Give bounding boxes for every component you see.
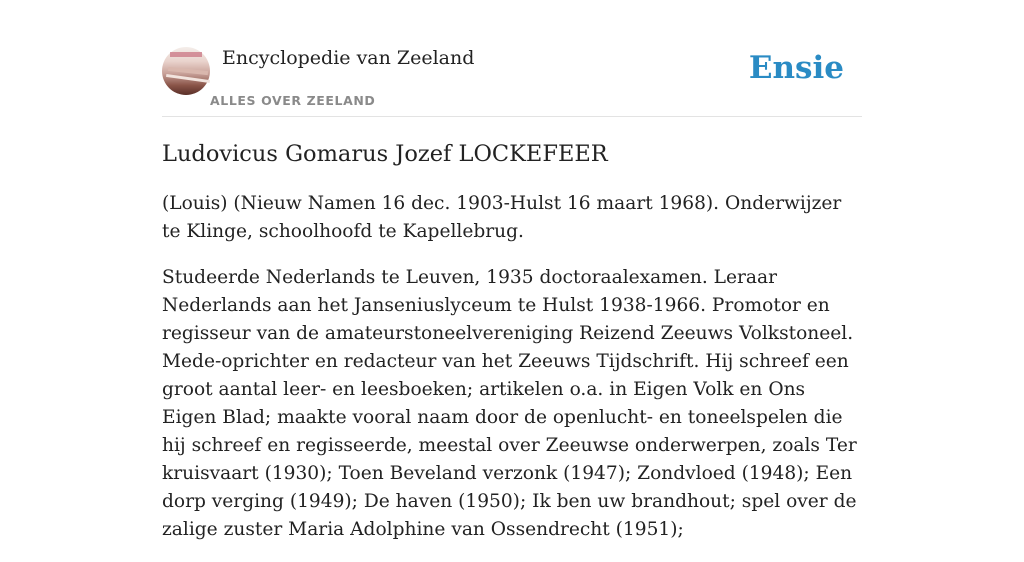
site-name-link[interactable]: Encyclopedie van Zeeland bbox=[222, 47, 475, 69]
brand-logo-link[interactable]: Ensie bbox=[748, 50, 844, 86]
article-body bbox=[162, 138, 862, 562]
article-title: Ludovicus Gomarus Jozef LOCKEFEER bbox=[162, 141, 608, 167]
avatar-detail bbox=[166, 74, 210, 83]
site-tagline: ALLES OVER ZEELAND bbox=[210, 93, 376, 108]
site-header bbox=[162, 46, 862, 117]
site-avatar[interactable] bbox=[162, 47, 210, 95]
avatar-detail bbox=[168, 67, 208, 75]
article-paragraph: Studeerde Nederlands te Leuven, 1935 doctoraalexamen. Leraar Nederlands aan het Janseniuslyceum te Hulst 1938-1966. Promotor en regisseur van de amateurstoneelvereniging Reizend Zeeuws Volkstoneel. Mede-oprichter en redacteur van het Zeeuws Tijdschrift. Hij schreef een groot aantal leer- en leesboeken; artikelen o.a. in Eigen Volk en Ons Eigen Blad; maakte vooral naam door de openlucht- en toneelspelen die hij schreef en regisseerde, meestal over Zeeuwse onderwerpen, zoals Ter kruisvaart (1930); Toen Beveland verzonk (1947); Zondvloed (1948); Een dorp verging (1949); De haven (1950); Ik ben uw brandhout; spel over de zalige zuster Maria Adolphine van Ossendrecht (1951); bbox=[162, 267, 857, 540]
avatar-detail bbox=[170, 52, 202, 57]
article-paragraph: (Louis) (Nieuw Namen 16 dec. 1903-Hulst 16 maart 1968). Onderwijzer te Klinge, schoolhoofd te Kapellebrug. bbox=[162, 193, 842, 242]
